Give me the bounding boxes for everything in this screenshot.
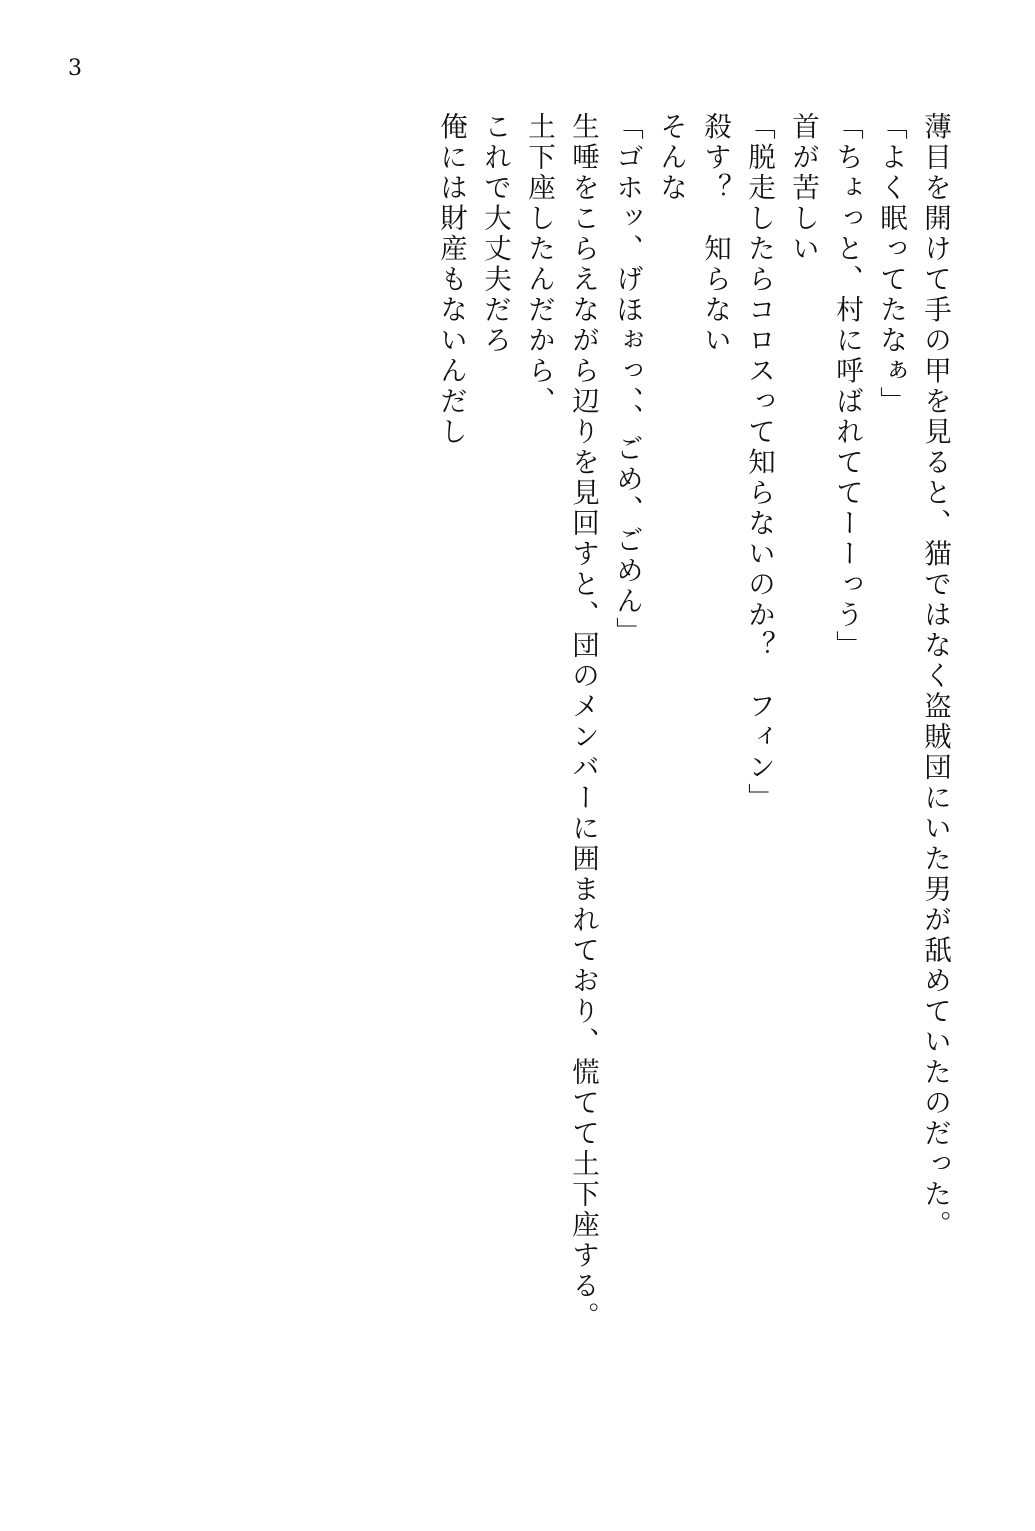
text-line: そんな	[655, 112, 687, 204]
text-line: 首が苦しい	[787, 112, 819, 265]
text-line: 殺す？ 知らない	[699, 112, 731, 356]
dialogue-line: 「脱走したらコロスって知らないのか？ フィン」	[743, 112, 775, 814]
dialogue-line: 「ゴホッ、げほぉっ、、ごめ、ごめん」	[611, 112, 643, 648]
text-line: これで大丈夫だろ	[479, 112, 511, 356]
text-line: 薄目を開けて手の甲を見ると、猫ではなく盗賊団にいた男が舐めていたのだった。	[919, 112, 951, 1241]
vertical-text-body	[77, 112, 957, 1332]
text-line: 俺には財産もないんだし	[435, 112, 467, 448]
dialogue-line: 「よく眠ってたなぁ」	[875, 112, 907, 417]
dialogue-line: 「ちょっと、村に呼ばれててーーっう」	[831, 112, 863, 661]
text-line: 生唾をこらえながら辺りを見回すと、団のメンバーに囲まれており、慌てて土下座する。	[567, 112, 599, 1332]
text-line: 土下座したんだから、	[523, 112, 555, 417]
page-number: 3	[68, 56, 82, 81]
